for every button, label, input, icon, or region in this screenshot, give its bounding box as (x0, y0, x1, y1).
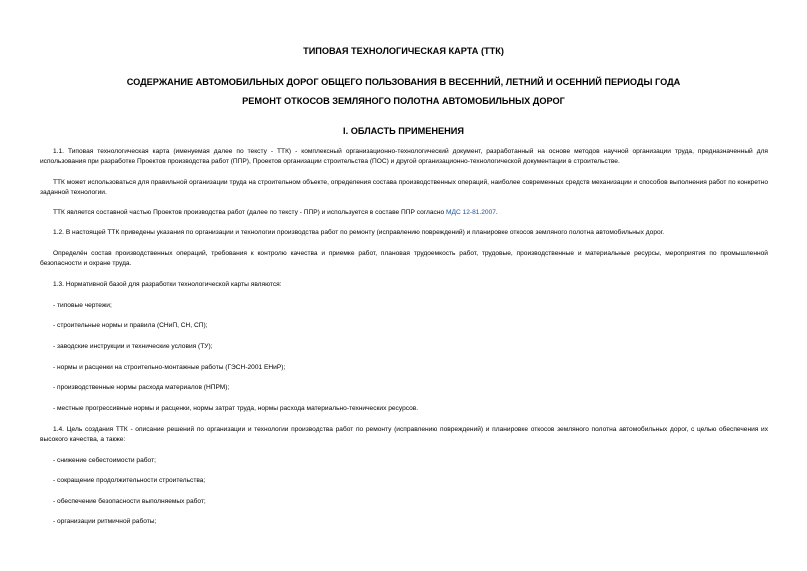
list-item: - типовые чертежи; (53, 302, 112, 309)
list-item: - заводские инструкции и технические условия (ТУ); (53, 343, 213, 350)
paragraph-1-3: 1.3. Нормативной базой для разработки технологической карты являются: (53, 281, 282, 288)
paragraph-1-1-ppr-text: ТТК является составной частью Проектов производства работ (далее по тексту - ППР) и используется в составе ППР согласно (53, 209, 446, 216)
list-item: - местные прогрессивные нормы и расценки, нормы затрат труда, нормы расхода материально-технических ресурсов. (53, 405, 419, 412)
list-item: - обеспечение безопасности выполняемых работ; (53, 498, 206, 505)
document-title: ТИПОВАЯ ТЕХНОЛОГИЧЕСКАЯ КАРТА (ТТК) (303, 46, 504, 56)
list-item: - нормы и расценки на строительно-монтажные работы (ГЭСН-2001 ЕНиР); (53, 364, 286, 371)
list-item: - строительные нормы и правила (СНиП, СН, СП); (53, 322, 208, 329)
paragraph-1-2: 1.2. В настоящей ТТК приведены указания по организации и технологии производства работ по ремонту (исправлению повреждений) и планировке откосов земляного полотна автомобильных дорог. (53, 229, 665, 236)
document-subtitle-slope-repair: РЕМОНТ ОТКОСОВ ЗЕМЛЯНОГО ПОЛОТНА АВТОМОБИЛЬНЫХ ДОРОГ (242, 96, 565, 106)
paragraph-1-2-composition: Определён состав производственных операций, требования к контролю качества и приемке работ, плановая трудоемкость работ, трудовые, производственные и материальные ресурсы, мероприятия по промышленной безопасности и охране труда. (40, 250, 768, 267)
paragraph-1-1: 1.1. Типовая технологическая карта (именуемая далее по тексту - ТТК) - комплексный организационно-технологический документ, разработанный на основе методов научной организации труда, предназначенный для использования при разработке Проектов производства работ (ППР), Проектов организации строительства (ПОС) и другой организационно-технологической документации в строительстве. (40, 148, 768, 165)
paragraph-1-1-ppr (40, 208, 768, 218)
list-item: - сокращение продолжительности строительства; (53, 477, 206, 484)
list-item: - организации ритмичной работы; (53, 518, 157, 525)
section-title-scope: I. ОБЛАСТЬ ПРИМЕНЕНИЯ (343, 126, 464, 136)
mds-12-81-2007-link[interactable]: МДС 12-81.2007 (445, 209, 496, 216)
list-item: - снижение себестоимости работ; (53, 457, 156, 464)
paragraph-1-4: 1.4. Цель создания ТТК - описание решений по организации и технологии производства работ по ремонту (исправлению повреждений) и планировке откосов земляного полотна автомобильных дорог, с целью обеспечения их высокого качества, а также: (40, 426, 768, 443)
list-item: - производственные нормы расхода материалов (НПРМ); (53, 384, 230, 391)
document-subtitle-road-maintenance: СОДЕРЖАНИЕ АВТОМОБИЛЬНЫХ ДОРОГ ОБЩЕГО ПОЛЬЗОВАНИЯ В ВЕСЕННИЙ, ЛЕТНИЙ И ОСЕННИЙ ПЕРИОДЫ ГОДА (126, 77, 681, 87)
paragraph-1-1-ppr-end: . (495, 209, 498, 216)
paragraph-1-1-usage: ТТК может использоваться для правильной организации труда на строительном объекте, определения состава производственных операций, наиболее современных средств механизации и способов выполнения работ по конкретно заданной технологии. (40, 179, 768, 196)
